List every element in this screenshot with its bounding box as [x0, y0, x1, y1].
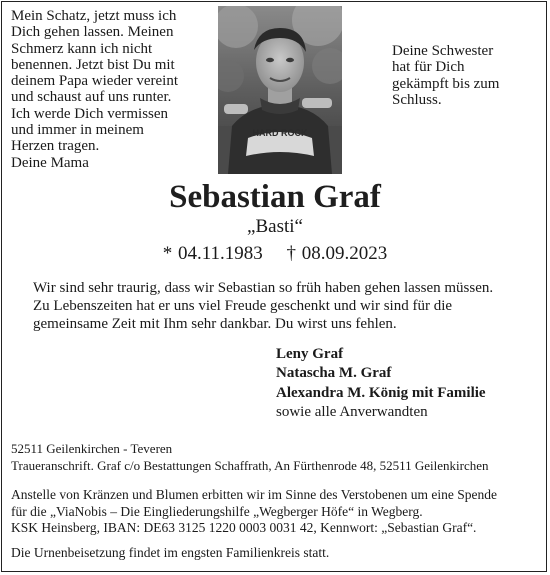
- donation-line: für die „ViaNobis – Die Eingliederungshilfe „Wegberger Höfe“ in Wegberg.: [11, 503, 423, 519]
- donation-line: Anstelle von Kränzen und Blumen erbitten wir im Sinne des Verstobenen um eine Spende: [11, 487, 498, 502]
- mourner-name: Natascha M. Graf: [276, 365, 392, 382]
- poem-line: deinem Papa wieder vereint: [11, 73, 179, 90]
- poem-signature: Deine Mama: [11, 154, 89, 171]
- message-line: gemeinsame Zeit mit Ihm sehr dankbar. Du wirst uns fehlen.: [33, 316, 397, 332]
- mourning-address-line: Traueranschrift. Graf c/o Bestattungen Schaffrath, An Fürthenrode 48, 52511 Geilenkirchen: [11, 457, 489, 473]
- birth-date: * 04.11.1983: [162, 243, 263, 264]
- deceased-name: Sebastian Graf: [169, 179, 381, 215]
- portrait-photo: [218, 6, 342, 174]
- poem-line: Schluss.: [392, 91, 442, 108]
- mother-poem: [11, 8, 216, 171]
- mourner-name: Alexandra M. König mit Familie: [276, 384, 486, 401]
- donation-request: [11, 487, 546, 537]
- poem-line: Schmerz kann ich nicht: [11, 40, 153, 57]
- life-dates: [0, 243, 550, 265]
- other-relatives: sowie alle Anverwandten: [276, 403, 428, 420]
- donation-line: KSK Heinsberg, IBAN: DE63 3125 1220 0003 0031 42, Kennwort: „Sebastian Graf“.: [11, 520, 477, 535]
- poem-line: hat für Dich: [392, 59, 465, 76]
- poem-line: Deine Schwester: [392, 43, 494, 59]
- location-line: 52511 Geilenkirchen - Teveren: [11, 441, 173, 456]
- mourners-list: [276, 345, 546, 422]
- mourning-message: [33, 279, 533, 333]
- poem-line: gekämpft bis zum: [392, 75, 500, 92]
- mourner-name: Leny Graf: [276, 346, 344, 362]
- poem-line: Dich gehen lassen. Meinen: [11, 24, 174, 41]
- poem-line: Mein Schatz, jetzt muss ich: [11, 8, 177, 24]
- address-block: [11, 441, 546, 474]
- burial-note: Die Urnenbeisetzung findet im engsten Familienkreis statt.: [11, 545, 330, 560]
- poem-line: und immer in meinem: [11, 122, 144, 139]
- poem-line: benennen. Jetzt bist Du mit: [11, 56, 175, 73]
- portrait-image: [218, 6, 342, 174]
- message-line: Wir sind sehr traurig, dass wir Sebastian so früh haben gehen lassen müssen.: [33, 280, 494, 296]
- sister-note: [392, 43, 542, 108]
- poem-line: und schaust auf uns runter.: [11, 89, 172, 106]
- death-date: † 08.09.2023: [286, 243, 388, 264]
- shirt-print: HARD ROCK: [252, 128, 308, 138]
- message-line: Zu Lebenszeiten hat er uns viel Freude geschenkt und wir sind für die: [33, 298, 453, 314]
- poem-line: Ich werde Dich vermissen: [11, 105, 169, 122]
- poem-line: Herzen tragen.: [11, 138, 100, 155]
- deceased-nickname: „Basti“: [247, 216, 303, 237]
